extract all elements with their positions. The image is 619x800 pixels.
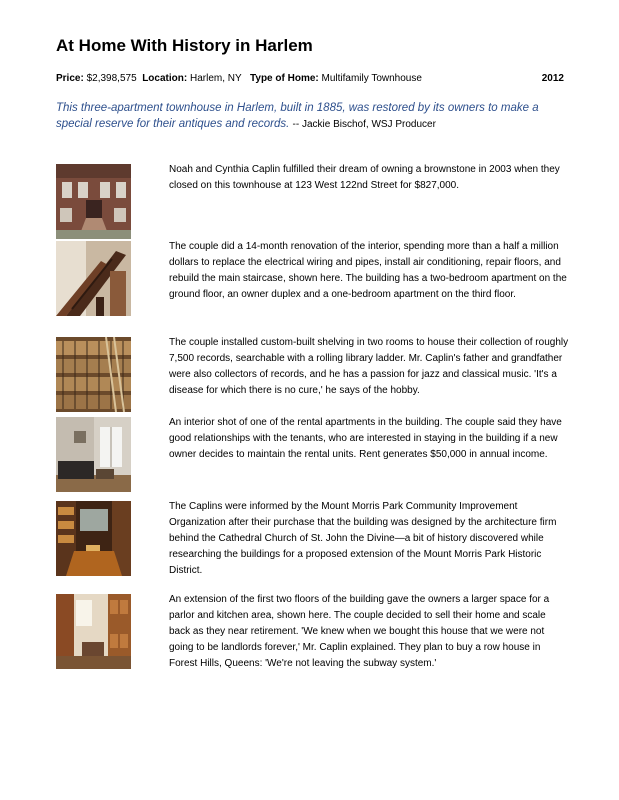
location-value: Harlem, NY <box>189 73 242 84</box>
item-text: An interior shot of one of the rental apartments in the building. The couple said they have good relationships with the tenants, who are interested in staying in the building if a new owner decides to maintain the rental units. Rent generates $50,000 in annual income. <box>169 417 562 460</box>
item-text: The couple installed custom-built shelving in two rooms to house their collection of roughly 7,500 records, searchable with a rolling library ladder. Mr. Caplin's father and grandfather were also collectors of records, and he has a passion for jazz and classical music. 'It's a disease for which there is no cure,' he says of the hobby. <box>169 337 569 396</box>
item-text: Noah and Cynthia Caplin fulfilled their dream of owning a brownstone in 2003 when they closed on this townhouse at 123 West 122nd Street for $827,000. <box>169 164 560 191</box>
item-text: An extension of the first two floors of the building gave the owners a larger space for a parlor and kitchen area, shown here. The couple decided to sell their home and scale back as they near retirement. 'We knew when we bought this house that we were not going to be landlords forever,' Mr. Caplin explained. They plan to buy a row house in Forest Hills, Queens: 'We're not leaving the subway system.' <box>169 594 550 669</box>
intro-credit: -- Jackie Bischof, WSJ Producer <box>292 119 436 130</box>
price-value: $2,398,575 <box>86 73 137 84</box>
price-label: Price: <box>56 73 84 84</box>
rental-apartment-photo <box>56 417 131 492</box>
parlor-kitchen-photo <box>56 594 131 669</box>
home-type-value: Multifamily Townhouse <box>321 73 422 84</box>
listing-details <box>56 73 566 84</box>
page-title: At Home With History in Harlem <box>56 36 313 55</box>
home-type-label: Type of Home: <box>250 73 319 84</box>
brownstone-photo <box>56 164 131 239</box>
intro <box>56 100 568 133</box>
intro-quote: This three-apartment townhouse in Harlem, built in 1885, was restored by its owners to make a special reserve for their antiques and records. <box>56 102 539 130</box>
record-shelves-photo <box>56 337 131 412</box>
location-label: Location: <box>142 73 188 84</box>
staircase-photo <box>56 241 131 316</box>
item-text: The couple did a 14-month renovation of the interior, spending more than a half a million dollars to replace the electrical wiring and pipes, install air conditioning, repair floors, and rebuild the main staircase, shown here. The building has a two-bedroom apartment on the ground floor, an owner duplex and a one-bedroom apartment on the third floor. <box>169 241 567 300</box>
year: 2012 <box>541 73 564 84</box>
item-text: The Caplins were informed by the Mount Morris Park Community Improvement Organization after their purchase that the building was designed by the architecture firm behind the Cathedral Church of St. John the Divine—a bit of history discovered while researching the buildings for a proposed extension of the Mount Morris Park Historic District. <box>169 501 557 576</box>
dining-library-photo <box>56 501 131 576</box>
